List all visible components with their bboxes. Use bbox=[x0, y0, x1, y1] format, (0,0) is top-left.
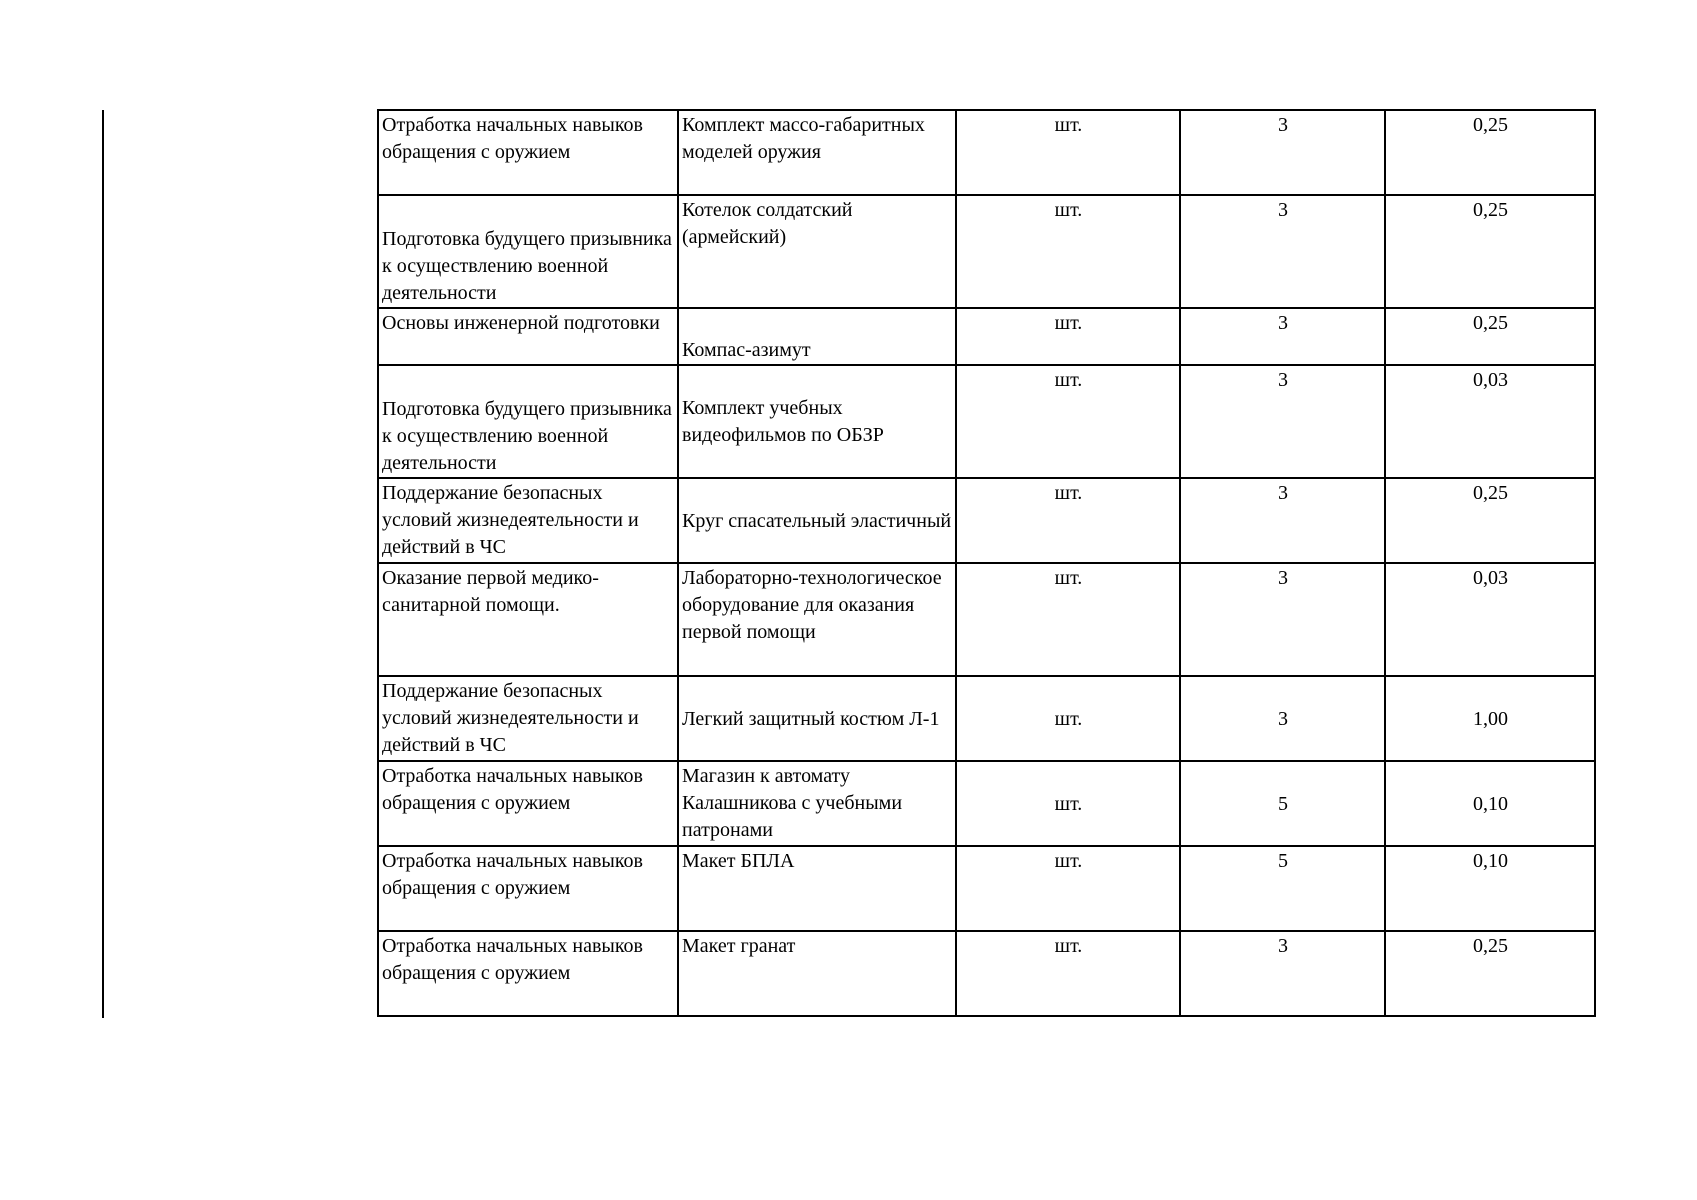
topic-cell: Поддержание безопасных условий жизнедеятельности и действий в ЧС bbox=[378, 478, 678, 563]
quantity-cell: 3 bbox=[1180, 365, 1385, 478]
topic-cell: Поддержание безопасных условий жизнедеятельности и действий в ЧС bbox=[378, 676, 678, 761]
table-row bbox=[378, 478, 1595, 563]
item-name-cell: Магазин к автомату Калашникова с учебными патронами bbox=[678, 761, 956, 846]
rate-cell: 0,25 bbox=[1385, 308, 1595, 365]
unit-cell: шт. bbox=[956, 478, 1180, 563]
quantity-cell: 3 bbox=[1180, 195, 1385, 308]
table-row bbox=[378, 563, 1595, 676]
rate-cell: 0,03 bbox=[1385, 563, 1595, 676]
unit-cell: шт. bbox=[956, 563, 1180, 676]
table-row bbox=[378, 676, 1595, 761]
topic-cell: Основы инженерной подготовки bbox=[378, 308, 678, 365]
topic-cell: Подготовка будущего призывника к осуществлению военной деятельности bbox=[378, 365, 678, 478]
quantity-cell: 3 bbox=[1180, 676, 1385, 761]
item-name-cell: Котелок солдатский (армейский) bbox=[678, 195, 956, 308]
topic-cell: Отработка начальных навыков обращения с оружием bbox=[378, 846, 678, 931]
page-margin-line bbox=[102, 110, 104, 1018]
rate-cell: 0,25 bbox=[1385, 195, 1595, 308]
item-name-cell: Комплект массо-габаритных моделей оружия bbox=[678, 110, 956, 195]
topic-cell: Отработка начальных навыков обращения с оружием bbox=[378, 110, 678, 195]
unit-cell: шт. bbox=[956, 365, 1180, 478]
item-name-cell: Комплект учебных видеофильмов по ОБЗР bbox=[678, 365, 956, 478]
unit-cell: шт. bbox=[956, 195, 1180, 308]
topic-cell: Отработка начальных навыков обращения с оружием bbox=[378, 931, 678, 1016]
unit-cell: шт. bbox=[956, 931, 1180, 1016]
rate-cell: 0,10 bbox=[1385, 846, 1595, 931]
topic-cell: Подготовка будущего призывника к осуществлению военной деятельности bbox=[378, 195, 678, 308]
quantity-cell: 3 bbox=[1180, 931, 1385, 1016]
topic-cell: Оказание первой медико-санитарной помощи. bbox=[378, 563, 678, 676]
table-row bbox=[378, 195, 1595, 308]
table-row bbox=[378, 931, 1595, 1016]
item-name-cell: Лабораторно-технологическое оборудование для оказания первой помощи bbox=[678, 563, 956, 676]
rate-cell: 0,25 bbox=[1385, 110, 1595, 195]
item-name-cell: Круг спасательный эластичный bbox=[678, 478, 956, 563]
quantity-cell: 5 bbox=[1180, 846, 1385, 931]
unit-cell: шт. bbox=[956, 308, 1180, 365]
unit-cell: шт. bbox=[956, 761, 1180, 846]
quantity-cell: 3 bbox=[1180, 563, 1385, 676]
table-row bbox=[378, 365, 1595, 478]
rate-cell: 1,00 bbox=[1385, 676, 1595, 761]
rate-cell: 0,10 bbox=[1385, 761, 1595, 846]
item-name-cell: Макет БПЛА bbox=[678, 846, 956, 931]
rate-cell: 0,03 bbox=[1385, 365, 1595, 478]
unit-cell: шт. bbox=[956, 110, 1180, 195]
quantity-cell: 3 bbox=[1180, 308, 1385, 365]
table-row bbox=[378, 308, 1595, 365]
item-name-cell: Легкий защитный костюм Л-1 bbox=[678, 676, 956, 761]
quantity-cell: 3 bbox=[1180, 478, 1385, 563]
rate-cell: 0,25 bbox=[1385, 931, 1595, 1016]
table-row bbox=[378, 846, 1595, 931]
quantity-cell: 5 bbox=[1180, 761, 1385, 846]
quantity-cell: 3 bbox=[1180, 110, 1385, 195]
item-name-cell: Компас-азимут bbox=[678, 308, 956, 365]
table-row bbox=[378, 110, 1595, 195]
unit-cell: шт. bbox=[956, 846, 1180, 931]
unit-cell: шт. bbox=[956, 676, 1180, 761]
rate-cell: 0,25 bbox=[1385, 478, 1595, 563]
item-name-cell: Макет гранат bbox=[678, 931, 956, 1016]
equipment-table bbox=[377, 109, 1596, 1017]
topic-cell: Отработка начальных навыков обращения с оружием bbox=[378, 761, 678, 846]
table-row bbox=[378, 761, 1595, 846]
